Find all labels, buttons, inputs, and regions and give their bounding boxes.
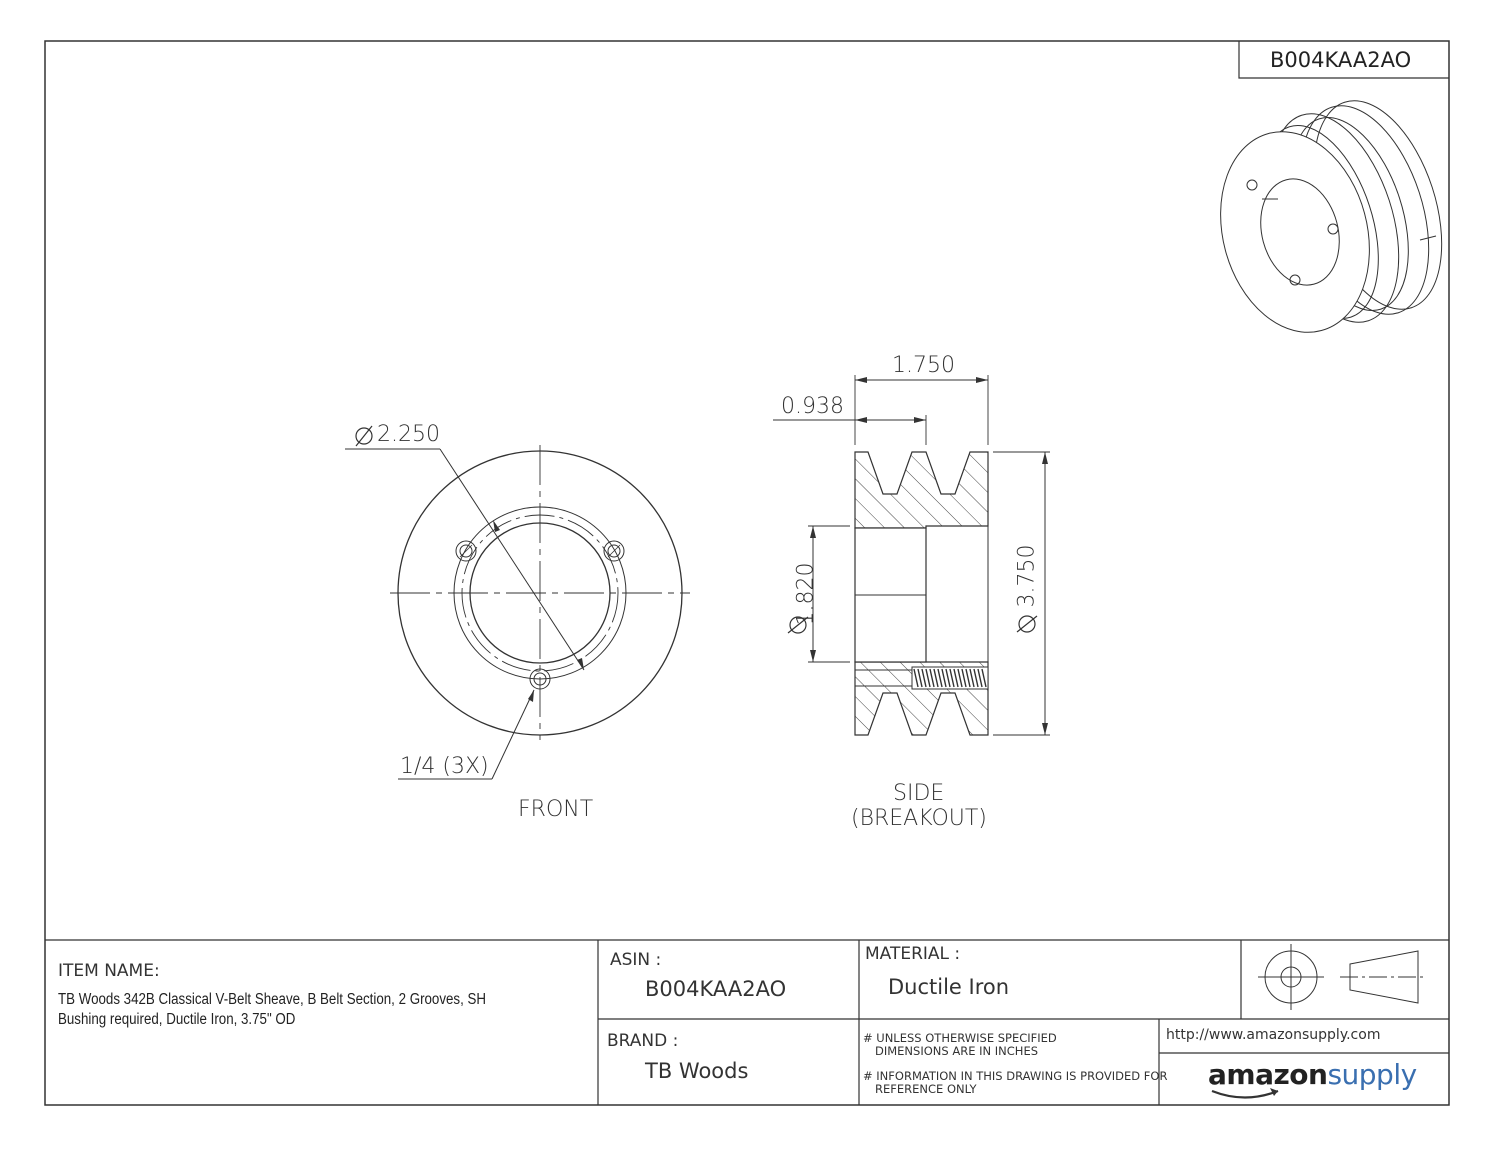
dim-front-bolt-circle: 2.250 [377, 422, 440, 447]
side-upper-section [855, 452, 988, 528]
dim-side-bore: 1.820 [793, 562, 819, 626]
diameter-symbol-outer [1017, 616, 1037, 632]
projection-symbol [1258, 944, 1425, 1010]
isometric-view [1199, 85, 1466, 349]
note-reference-line2: REFERENCE ONLY [875, 1082, 977, 1096]
front-view [345, 445, 690, 779]
note-reference-line1: # INFORMATION IN THIS DRAWING IS PROVIDED FOR [863, 1069, 1168, 1083]
amazon-smile [1212, 1091, 1278, 1098]
note-units-line1: # UNLESS OTHERWISE SPECIFIED [863, 1031, 1057, 1045]
material-value: Ductile Iron [888, 975, 1010, 999]
logo-text-supply: supply [1327, 1058, 1417, 1091]
front-view-label: FRONT [518, 797, 594, 822]
dim-side-width: 1.750 [892, 353, 955, 378]
dim-front-holes: 1/4 (3X) [400, 754, 489, 779]
note-units-line2: DIMENSIONS ARE IN INCHES [875, 1044, 1039, 1058]
item-name-line1: TB Woods 342B Classical V-Belt Sheave, B Belt Section, 2 Grooves, SH [58, 991, 487, 1008]
brand-value: TB Woods [645, 1059, 749, 1083]
bolt-hole-upper-left [456, 541, 476, 561]
amazonsupply-logo [1208, 1058, 1417, 1091]
part-number-label: B004KAA2AO [1270, 48, 1412, 72]
material-label: MATERIAL : [865, 944, 961, 964]
side-view-sublabel: (BREAKOUT) [851, 806, 987, 831]
website-link[interactable]: http://www.amazonsupply.com [1166, 1027, 1381, 1043]
asin-value: B004KAA2AO [645, 977, 787, 1001]
item-name-label: ITEM NAME: [58, 961, 160, 981]
side-view [773, 375, 1050, 735]
dim-side-groove-offset: 0.938 [781, 394, 844, 419]
dim-side-outer: 3.750 [1014, 544, 1040, 608]
brand-label: BRAND : [607, 1031, 679, 1051]
logo-text-amazon: amazon [1208, 1058, 1328, 1091]
side-view-label: SIDE [893, 781, 945, 806]
iso-front-face [1199, 115, 1391, 349]
bolt-hole-upper-right [604, 541, 624, 561]
item-name-line2: Bushing required, Ductile Iron, 3.75" OD [58, 1011, 296, 1028]
diameter-symbol-front [356, 426, 372, 446]
asin-label: ASIN : [610, 950, 662, 970]
